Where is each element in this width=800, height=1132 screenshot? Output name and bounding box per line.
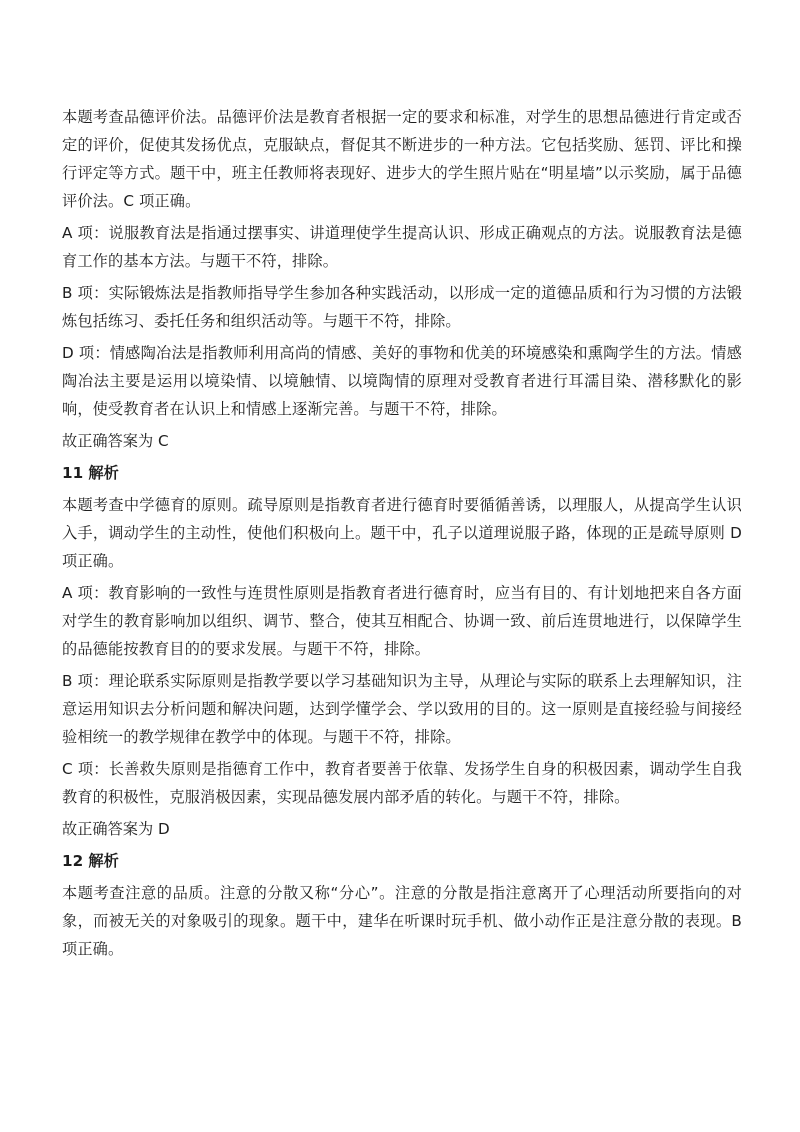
- s10-option-b-paragraph: B 项：实际锻炼法是指教师指导学生参加各种实践活动，以形成一定的道德品质和行为习惯的方法锻炼包括练习、委托任务和组织活动等。与题干不符，排除。: [62, 284, 742, 330]
- s11-intro-paragraph: 本题考查中学德育的原则。疏导原则是指教育者进行德育时要循循善诱，以理服人，从提高学生认识入手，调动学生的主动性，使他们积极向上。题干中，孔子以道理说服子路，体现的正是疏导原则 D 项正确。: [62, 496, 742, 570]
- s11-option-a-paragraph: A 项：教育影响的一致性与连贯性原则是指教育者进行德育时，应当有目的、有计划地把来自各方面对学生的教育影响加以组织、调节、整合，使其互相配合、协调一致、前后连贯地进行，以保障学生的品德能按教育目的的要求发展。与题干不符，排除。: [62, 584, 742, 658]
- document-body: [62, 103, 742, 967]
- s10-intro-paragraph: 本题考查品德评价法。品德评价法是教育者根据一定的要求和标准，对学生的思想品德进行肯定或否定的评价，促使其发扬优点，克服缺点，督促其不断进步的一种方法。它包括奖励、惩罚、评比和操行评定等方式。题干中，班主任教师将表现好、进步大的学生照片贴在“明星墙”以示奖励，属于品德评价法。C 项正确。: [62, 108, 742, 210]
- s11-option-c-paragraph: C 项：长善救失原则是指德育工作中，教育者要善于依靠、发扬学生自身的积极因素，调动学生自我教育的积极性，克服消极因素，实现品德发展内部矛盾的转化。与题干不符，排除。: [62, 760, 742, 806]
- s12-intro-paragraph: 本题考查注意的品质。注意的分散又称“分心”。注意的分散是指注意离开了心理活动所要指向的对象，而被无关的对象吸引的现象。题干中，建华在听课时玩手机、做小动作正是注意分散的表现。B 项正确。: [62, 884, 742, 958]
- s10-option-a-paragraph: A 项：说服教育法是指通过摆事实、讲道理使学生提高认识、形成正确观点的方法。说服教育法是德育工作的基本方法。与题干不符，排除。: [62, 224, 742, 270]
- s10-answer: 故正确答案为 C: [62, 432, 169, 450]
- s11-heading: 11 解析: [62, 464, 119, 482]
- s10-option-d-paragraph: D 项：情感陶冶法是指教师利用高尚的情感、美好的事物和优美的环境感染和熏陶学生的方法。情感陶冶法主要是运用以境染情、以境触情、以境陶情的原理对受教育者进行耳濡目染、潜移默化的影响，使受教育者在认识上和情感上逐渐完善。与题干不符，排除。: [62, 344, 742, 418]
- s11-option-b-paragraph: B 项：理论联系实际原则是指教学要以学习基础知识为主导，从理论与实际的联系上去理解知识，注意运用知识去分析问题和解决问题，达到学懂学会、学以致用的目的。这一原则是直接经验与间接经验相统一的教学规律在教学中的体现。与题干不符，排除。: [62, 672, 742, 746]
- s12-heading: 12 解析: [62, 852, 119, 870]
- s11-answer: 故正确答案为 D: [62, 820, 170, 838]
